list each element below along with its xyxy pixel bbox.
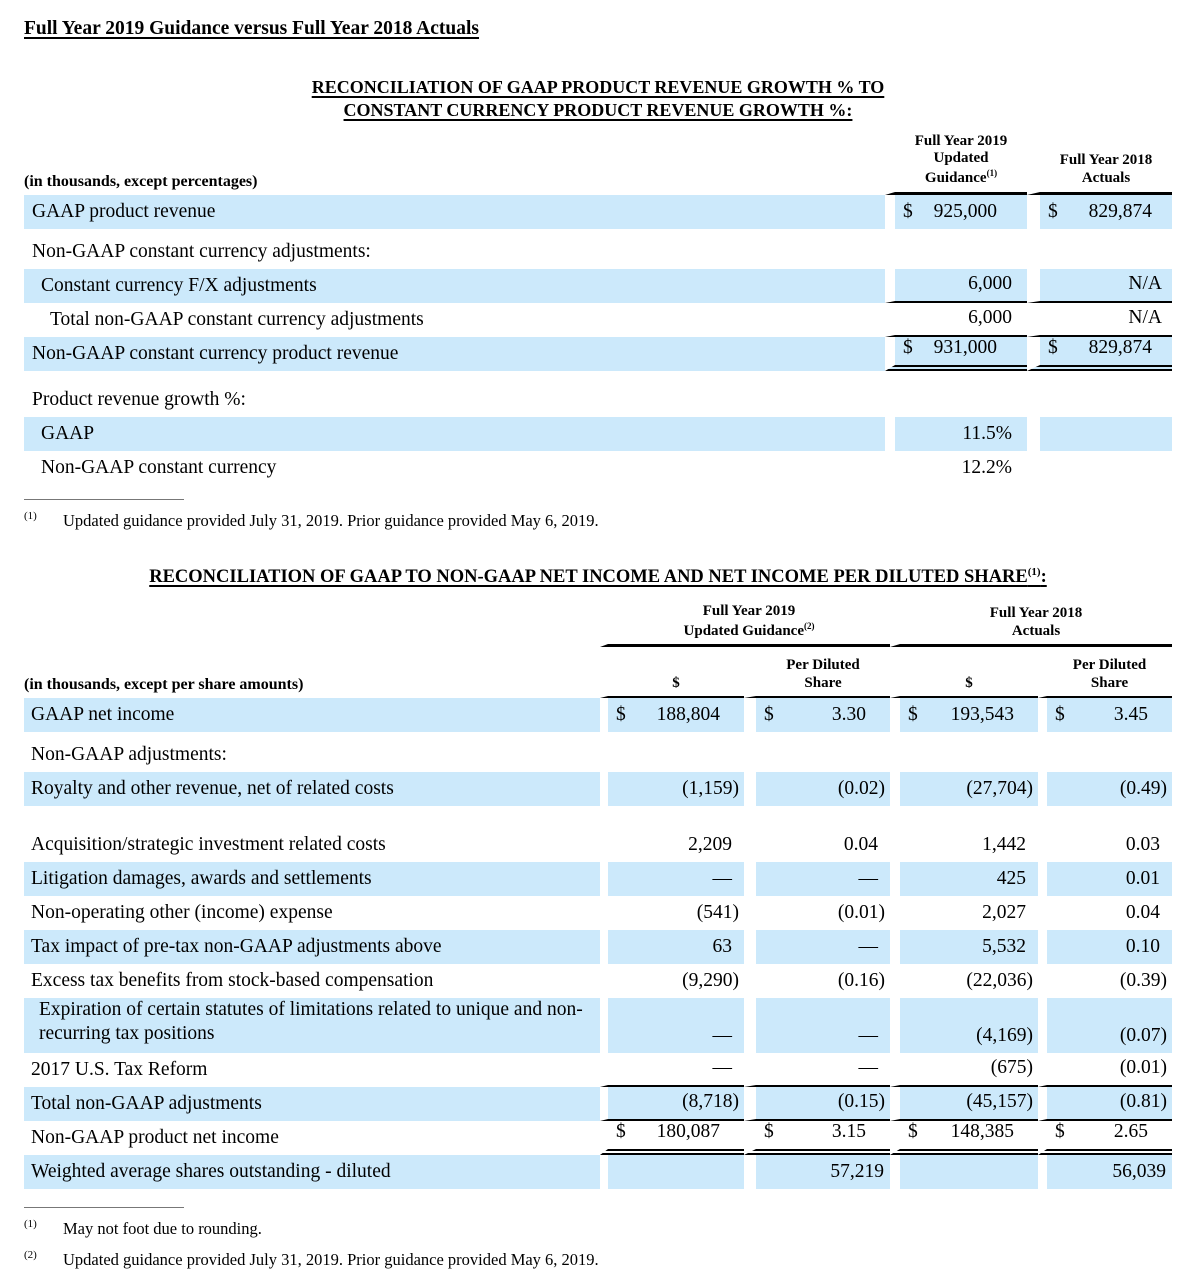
row-label: Weighted average shares outstanding - diluted xyxy=(24,1155,600,1189)
dollar-sign: $ xyxy=(1048,200,1058,222)
value-cell: 0.04 xyxy=(1038,896,1172,930)
table-row xyxy=(24,303,1172,337)
footnote-ref-1: (1) xyxy=(1027,565,1041,578)
value-cell: N/A xyxy=(1027,269,1172,303)
value-cell: (22,036) xyxy=(890,964,1038,998)
value-cell: 1,442 xyxy=(890,828,1038,862)
row-label: Royalty and other revenue, net of related costs xyxy=(24,772,600,806)
spacer-row xyxy=(24,806,1172,828)
table-row xyxy=(24,235,1172,269)
table-row xyxy=(24,896,1172,930)
value-cell: 5,532 xyxy=(890,930,1038,964)
dollar-sign: $ xyxy=(616,703,626,725)
footnote xyxy=(24,1218,1172,1239)
footnote-text: Updated guidance provided July 31, 2019. Prior guidance provided May 6, 2019. xyxy=(63,1249,599,1269)
table1-header-row xyxy=(24,133,1172,195)
table-row xyxy=(24,451,1172,485)
row-label: GAAP net income xyxy=(24,698,600,732)
value-cell: 0.10 xyxy=(1038,930,1172,964)
row-label: 2017 U.S. Tax Reform xyxy=(31,1058,208,1080)
dollar-sign: $ xyxy=(908,703,918,725)
value-cell: $ 188,804 xyxy=(600,698,744,732)
value-cell: 56,039 xyxy=(1038,1155,1172,1189)
footnote-ref-2: (2) xyxy=(803,620,815,631)
row-label: Constant currency F/X adjustments xyxy=(24,269,885,303)
value-cell: (0.39) xyxy=(1038,964,1172,998)
table1-title-line2: CONSTANT CURRENCY PRODUCT REVENUE GROWTH %: xyxy=(343,100,853,121)
page-heading: Full Year 2019 Guidance versus Full Year 2018 Actuals xyxy=(24,18,480,39)
net-income-table xyxy=(24,603,1172,1189)
value-cell: $ 829,874 xyxy=(1027,337,1172,371)
row-label: GAAP xyxy=(24,417,885,451)
value-cell: — xyxy=(600,998,744,1053)
value-cell: — xyxy=(744,1053,890,1087)
value-cell: $ 925,000 xyxy=(885,195,1027,229)
table1-title xyxy=(24,76,1172,123)
per-diluted-share-column-header: Per Diluted Share xyxy=(744,647,890,697)
value-cell: 425 xyxy=(890,862,1038,896)
footnote-divider xyxy=(24,1207,184,1208)
table-row xyxy=(24,195,1172,229)
value-cell: $ 180,087 xyxy=(600,1121,744,1155)
table-row xyxy=(24,862,1172,896)
table-row xyxy=(24,1155,1172,1189)
value-cell: $ 3.30 xyxy=(744,698,890,732)
table2-subheader-row xyxy=(24,647,1172,697)
row-label: Excess tax benefits from stock-based compensation xyxy=(31,969,434,991)
table1-col-fy2019-header: Full Year 2019 Updated Guidance$^{(1)}$ xyxy=(885,133,1027,195)
dollar-sign: $ xyxy=(616,1120,626,1142)
value-cell: (8,718) xyxy=(600,1087,744,1121)
table1-units-note: (in thousands, except percentages) xyxy=(24,172,258,190)
table-row xyxy=(24,1087,1172,1121)
product-revenue-table xyxy=(24,133,1172,485)
dollar-sign: $ xyxy=(903,336,913,358)
dollar-sign: $ xyxy=(764,703,774,725)
table-row xyxy=(24,772,1172,806)
table-row xyxy=(24,337,1172,371)
table2-group-fy2019-header: Full Year 2019 Updated Guidance$^{(2)}$ xyxy=(600,603,890,647)
value-cell: (0.01) xyxy=(1038,1053,1172,1087)
value-cell: (0.02) xyxy=(744,772,890,806)
value-cell: $ 829,874 xyxy=(1027,195,1172,229)
value-cell: 6,000 xyxy=(885,269,1027,303)
value-cell: (27,704) xyxy=(890,772,1038,806)
table-row xyxy=(24,417,1172,451)
dollar-column-header: $ xyxy=(890,647,1038,697)
table-row xyxy=(24,1121,1172,1155)
table-row xyxy=(24,269,1172,303)
dollar-sign: $ xyxy=(764,1120,774,1142)
value-cell: (0.16) xyxy=(744,964,890,998)
footnote-text: May not foot due to rounding. xyxy=(63,1218,262,1238)
footnote-ref: (1) xyxy=(24,509,37,522)
value-cell: — xyxy=(744,998,890,1053)
table2-group-fy2018-header: Full Year 2018 Actuals xyxy=(890,603,1172,647)
value-cell: — xyxy=(744,862,890,896)
row-label: Non-GAAP constant currency xyxy=(41,456,277,478)
table1-title-line1: RECONCILIATION OF GAAP PRODUCT REVENUE GROWTH % TO xyxy=(311,77,885,97)
value-cell: (0.49) xyxy=(1038,772,1172,806)
value-cell: 12.2% xyxy=(885,451,1027,485)
footnote xyxy=(24,1249,1172,1270)
value-cell: $ 148,385 xyxy=(890,1121,1038,1155)
dollar-sign: $ xyxy=(1055,703,1065,725)
value-cell: (675) xyxy=(890,1053,1038,1087)
value-cell: (0.07) xyxy=(1038,998,1172,1053)
row-label: Non-GAAP constant currency adjustments: xyxy=(32,240,371,262)
value-cell: N/A xyxy=(1027,303,1172,337)
row-label: Non-GAAP product net income xyxy=(31,1126,279,1148)
row-label: Expiration of certain statutes of limitations related to unique and non-recurring tax positions xyxy=(24,998,600,1053)
table2-title: RECONCILIATION OF GAAP TO NON-GAAP NET INCOME AND NET INCOME PER DILUTED SHARE$^{(1)}$: xyxy=(149,565,1047,587)
footnote-ref-1: (1) xyxy=(986,168,998,179)
table-row xyxy=(24,738,1172,772)
footnote-divider xyxy=(24,499,184,500)
row-label: Tax impact of pre-tax non-GAAP adjustments above xyxy=(24,930,600,964)
value-cell: 63 xyxy=(600,930,744,964)
spacer-row xyxy=(24,371,1172,383)
value-cell: (45,157) xyxy=(890,1087,1038,1121)
value-cell: 2,027 xyxy=(890,896,1038,930)
value-cell: $ 3.45 xyxy=(1038,698,1172,732)
row-label: Acquisition/strategic investment related costs xyxy=(31,833,386,855)
value-cell: 11.5% xyxy=(885,417,1027,451)
table-row xyxy=(24,1053,1172,1087)
value-cell: 0.03 xyxy=(1038,828,1172,862)
table-row xyxy=(24,930,1172,964)
row-label: Non-GAAP constant currency product revenue xyxy=(24,337,885,371)
value-cell: (0.15) xyxy=(744,1087,890,1121)
footnote xyxy=(24,510,1172,531)
footnote-ref: (2) xyxy=(24,1248,37,1261)
value-cell: 2,209 xyxy=(600,828,744,862)
value-cell: (9,290) xyxy=(600,964,744,998)
row-label: Total non-GAAP adjustments xyxy=(24,1087,600,1121)
row-label: Non-operating other (income) expense xyxy=(31,901,333,923)
row-label: Total non-GAAP constant currency adjustments xyxy=(50,308,424,330)
table-row xyxy=(24,698,1172,732)
value-cell: (541) xyxy=(600,896,744,930)
row-label: Litigation damages, awards and settlements xyxy=(24,862,600,896)
value-cell: 0.01 xyxy=(1038,862,1172,896)
value-cell: $ 2.65 xyxy=(1038,1121,1172,1155)
value-cell: — xyxy=(600,1053,744,1087)
dollar-sign: $ xyxy=(1055,1120,1065,1142)
dollar-sign: $ xyxy=(908,1120,918,1142)
table-row xyxy=(24,964,1172,998)
value-cell: $ 3.15 xyxy=(744,1121,890,1155)
value-cell: $ 193,543 xyxy=(890,698,1038,732)
dollar-column-header: $ xyxy=(600,647,744,697)
table-row xyxy=(24,383,1172,417)
table2-group-header-row xyxy=(24,603,1172,647)
row-label: Non-GAAP adjustments: xyxy=(31,743,227,765)
dollar-sign: $ xyxy=(1048,336,1058,358)
value-cell: 57,219 xyxy=(744,1155,890,1189)
value-cell: (1,159) xyxy=(600,772,744,806)
footnote-text: Updated guidance provided July 31, 2019. Prior guidance provided May 6, 2019. xyxy=(63,510,599,530)
value-cell: 6,000 xyxy=(885,303,1027,337)
value-cell: — xyxy=(744,930,890,964)
row-label: GAAP product revenue xyxy=(24,195,885,229)
table-row xyxy=(24,828,1172,862)
value-cell: $ 931,000 xyxy=(885,337,1027,371)
footnote-ref: (1) xyxy=(24,1217,37,1230)
value-cell: — xyxy=(600,862,744,896)
table-row xyxy=(24,998,1172,1053)
per-diluted-share-column-header: Per Diluted Share xyxy=(1038,647,1172,697)
value-cell: (0.81) xyxy=(1038,1087,1172,1121)
value-cell: (0.01) xyxy=(744,896,890,930)
table2-units-note: (in thousands, except per share amounts) xyxy=(24,675,304,693)
row-label: Product revenue growth %: xyxy=(32,388,246,410)
table1-col-fy2018-header: Full Year 2018 Actuals xyxy=(1027,133,1172,195)
value-cell: 0.04 xyxy=(744,828,890,862)
value-cell: (4,169) xyxy=(890,998,1038,1053)
dollar-sign: $ xyxy=(903,200,913,222)
